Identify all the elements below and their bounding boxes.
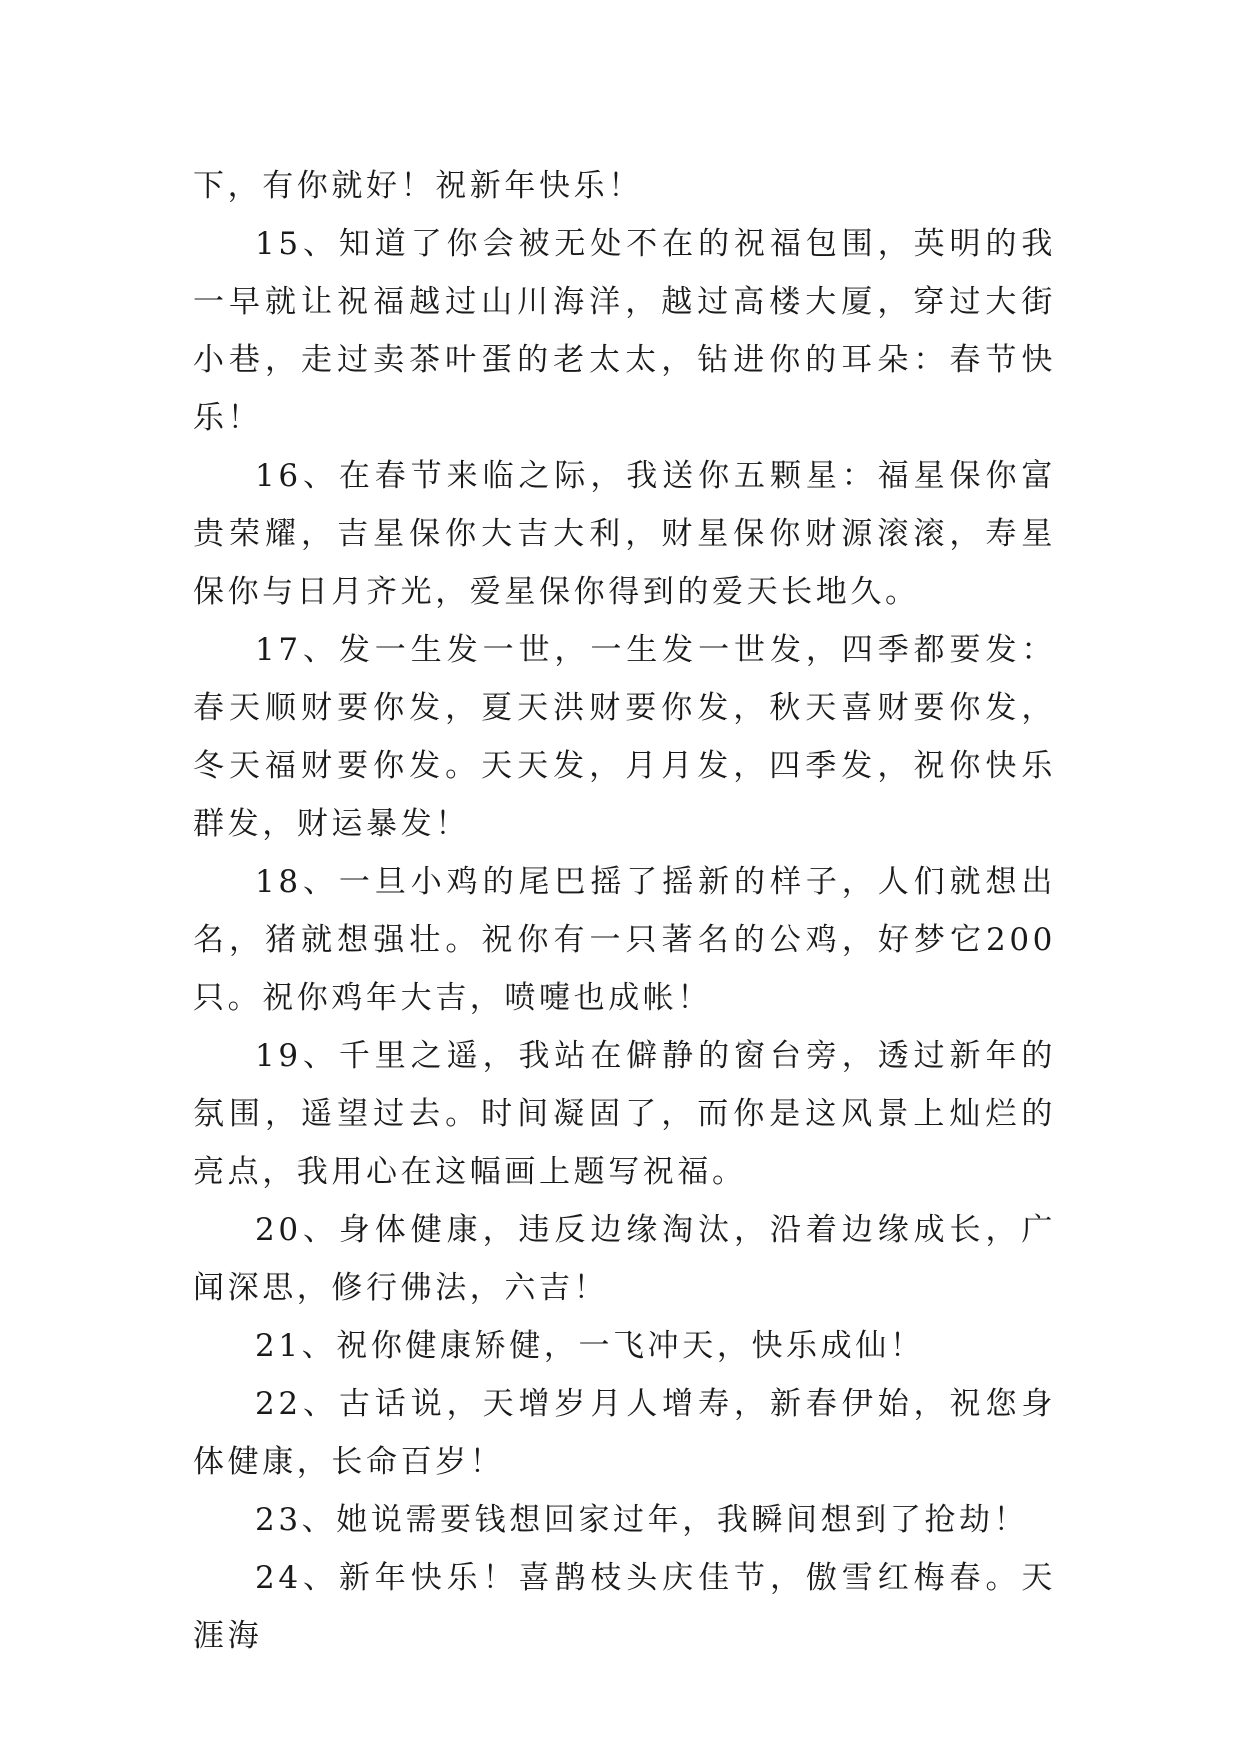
paragraph-19: 19、千里之遥，我站在僻静的窗台旁，透过新年的氛围，遥望过去。时间凝固了，而你是这风景上灿烂的亮点，我用心在这幅画上题写祝福。 [193,1038,1056,1190]
paragraph-24: 24、新年快乐！喜鹊枝头庆佳节，傲雪红梅春。天涯海 [193,1560,1056,1654]
paragraph-20: 20、身体健康，违反边缘淘汰，沿着边缘成长，广闻深思，修行佛法，六吉！ [193,1212,1056,1306]
paragraph-continuation: 下，有你就好！祝新年快乐！ [193,168,643,204]
paragraph-15: 15、知道了你会被无处不在的祝福包围，英明的我一早就让祝福越过山川海洋，越过高楼大厦，穿过大街小巷，走过卖茶叶蛋的老太太，钻进你的耳朵：春节快乐！ [193,226,1056,436]
paragraph-23: 23、她说需要钱想回家过年，我瞬间想到了抢劫！ [255,1502,1029,1538]
paragraph-21: 21、祝你健康矫健，一飞冲天，快乐成仙！ [255,1328,925,1364]
paragraph-22: 22、古话说，天增岁月人增寿，新春伊始，祝您身体健康，长命百岁！ [193,1386,1056,1480]
paragraph-16: 16、在春节来临之际，我送你五颗星：福星保你富贵荣耀，吉星保你大吉大利，财星保你财源滚滚，寿星保你与日月齐光，爱星保你得到的爱天长地久。 [193,458,1056,610]
paragraph-17: 17、发一生发一世，一生发一世发，四季都要发：春天顺财要你发，夏天洪财要你发，秋天喜财要你发，冬天福财要你发。天天发，月月发，四季发，祝你快乐群发，财运暴发！ [193,632,1056,842]
document-body [193,157,1056,1665]
paragraph-18: 18、一旦小鸡的尾巴摇了摇新的样子，人们就想出名，猪就想强壮。祝你有一只著名的公鸡，好梦它200只。祝你鸡年大吉，喷嚏也成帐！ [193,864,1056,1016]
